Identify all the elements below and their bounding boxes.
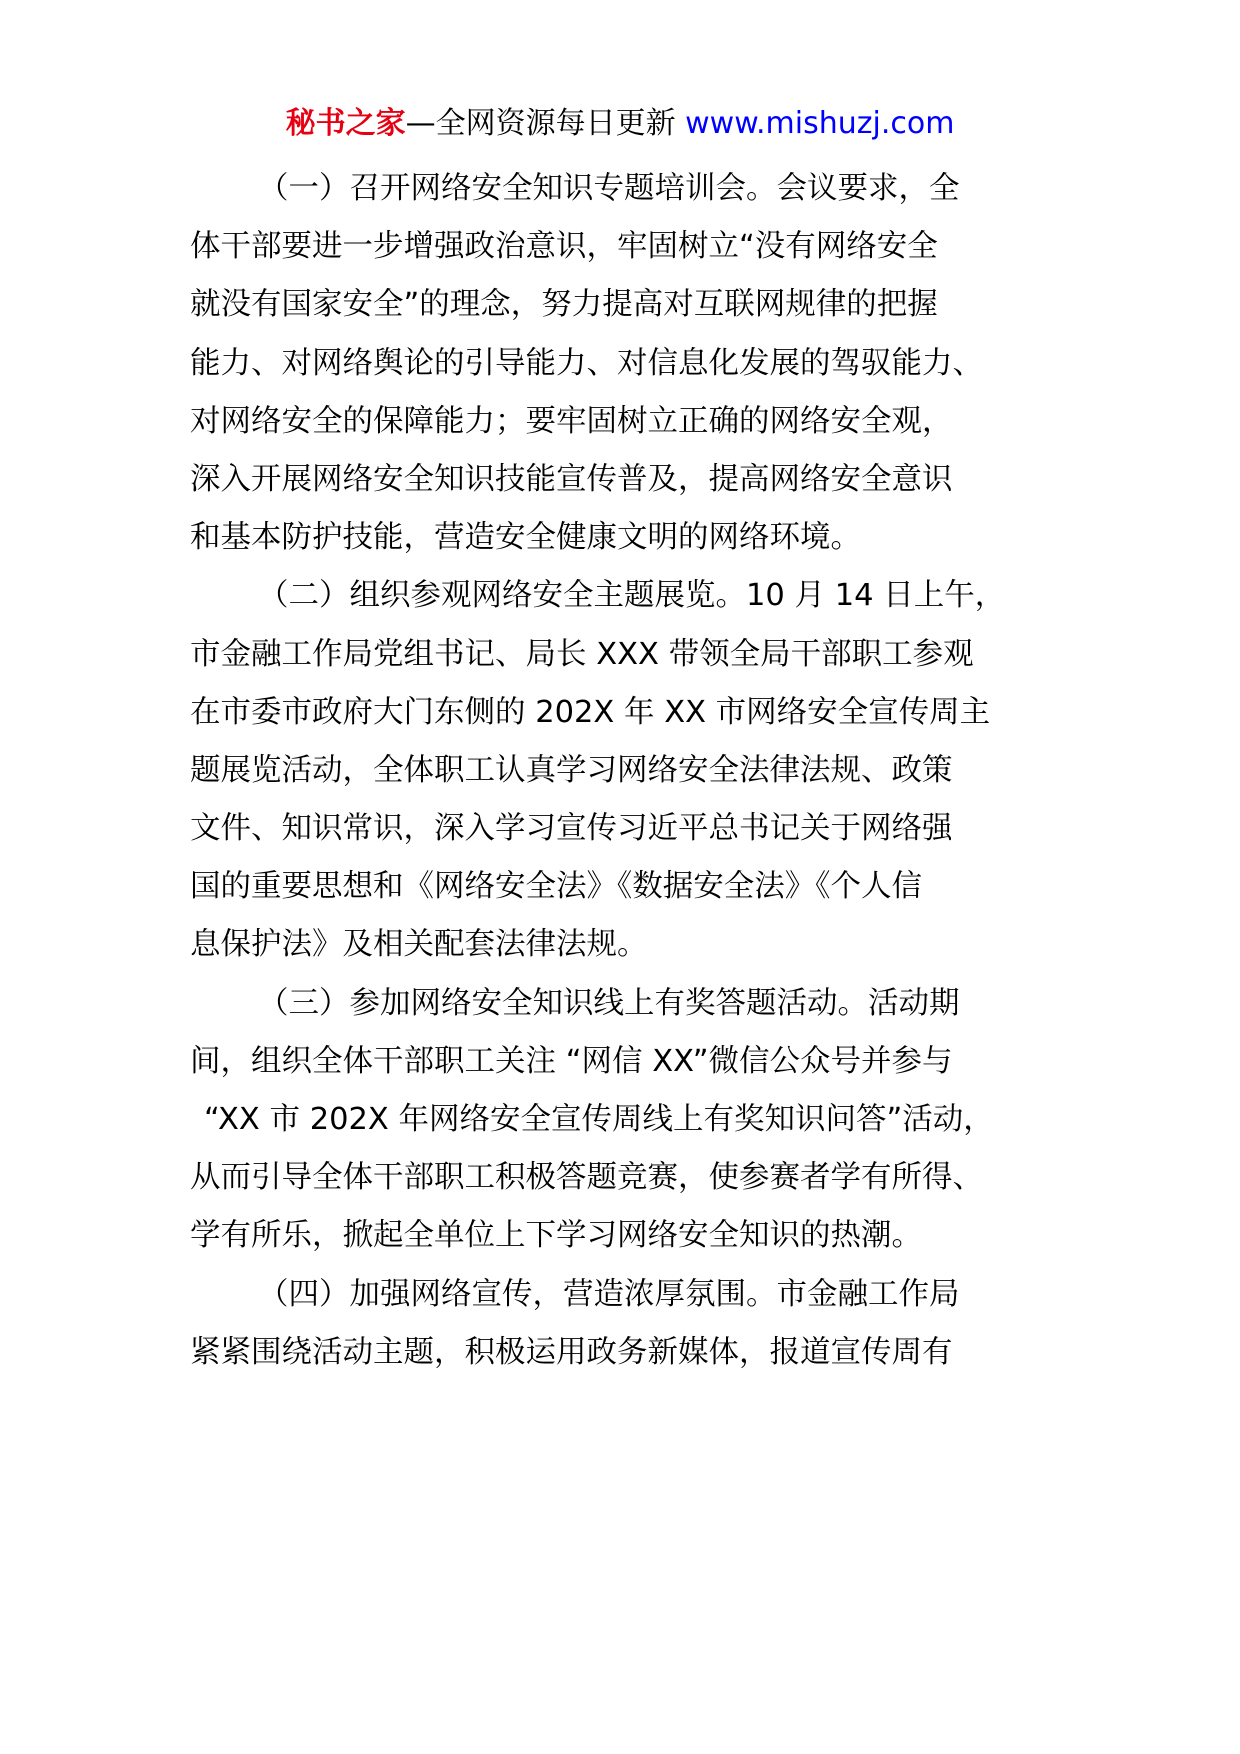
paragraph-1-line: 深入开展网络安全知识技能宣传普及，提高网络安全意识	[190, 461, 953, 497]
paragraph-3-line: 从而引导全体干部职工积极答题竞赛，使参赛者学有所得、	[190, 1160, 983, 1196]
paragraph-2-line: 市金融工作局党组书记、局长 XXX 带领全局干部职工参观	[190, 636, 974, 672]
paragraph-3-line: 间，组织全体干部职工关注 “网信 XX”微信公众号并参与	[190, 1043, 953, 1079]
paragraph-2-line: 国的重要思想和《网络安全法》《数据安全法》《个人信	[190, 869, 922, 905]
paragraph-4-line: （四）加强网络宣传，营造浓厚氛围。市金融工作局	[258, 1276, 960, 1312]
paragraph-1-line: 和基本防护技能，营造安全健康文明的网络环境。	[190, 520, 861, 556]
paragraph-1-line: 对网络安全的保障能力；要牢固树立正确的网络安全观，	[190, 403, 953, 439]
paragraph-1-line: 体干部要进一步增强政治意识，牢固树立“没有网络安全	[190, 229, 938, 265]
page-header	[0, 102, 1240, 146]
paragraph-1-line: 能力、对网络舆论的引导能力、对信息化发展的驾驭能力、	[190, 345, 983, 381]
paragraph-2-line: 题展览活动，全体职工认真学习网络安全法律法规、政策	[190, 752, 953, 788]
paragraph-2-line: （二）组织参观网络安全主题展览。10 月 14 日上午，	[258, 578, 1006, 614]
paragraph-3-line: （三）参加网络安全知识线上有奖答题活动。活动期	[258, 985, 960, 1021]
header-slogan: —全网资源每日更新	[405, 106, 676, 141]
paragraph-1-line: （一）召开网络安全知识专题培训会。会议要求，全	[258, 171, 960, 206]
paragraph-4-line: 紧紧围绕活动主题，积极运用政务新媒体，报道宣传周有	[190, 1334, 953, 1370]
paragraph-3-line: “XX 市 202X 年网络安全宣传周线上有奖知识问答”活动，	[204, 1102, 994, 1137]
paragraph-3-line: 学有所乐，掀起全单位上下学习网络安全知识的热潮。	[190, 1218, 922, 1254]
paragraph-2-line: 息保护法》及相关配套法律法规。	[190, 927, 648, 963]
document-body	[190, 160, 1070, 1382]
brand-name: 秘书之家	[285, 106, 406, 141]
paragraph-2-line: 在市委市政府大门东侧的 202X 年 XX 市网络安全宣传周主	[190, 694, 991, 730]
paragraph-1-line: 就没有国家安全”的理念，努力提高对互联网规律的把握	[190, 287, 938, 323]
site-url-link[interactable]: www.mishuzj.com	[685, 106, 955, 141]
paragraph-2-line: 文件、知识常识，深入学习宣传习近平总书记关于网络强	[190, 811, 953, 847]
